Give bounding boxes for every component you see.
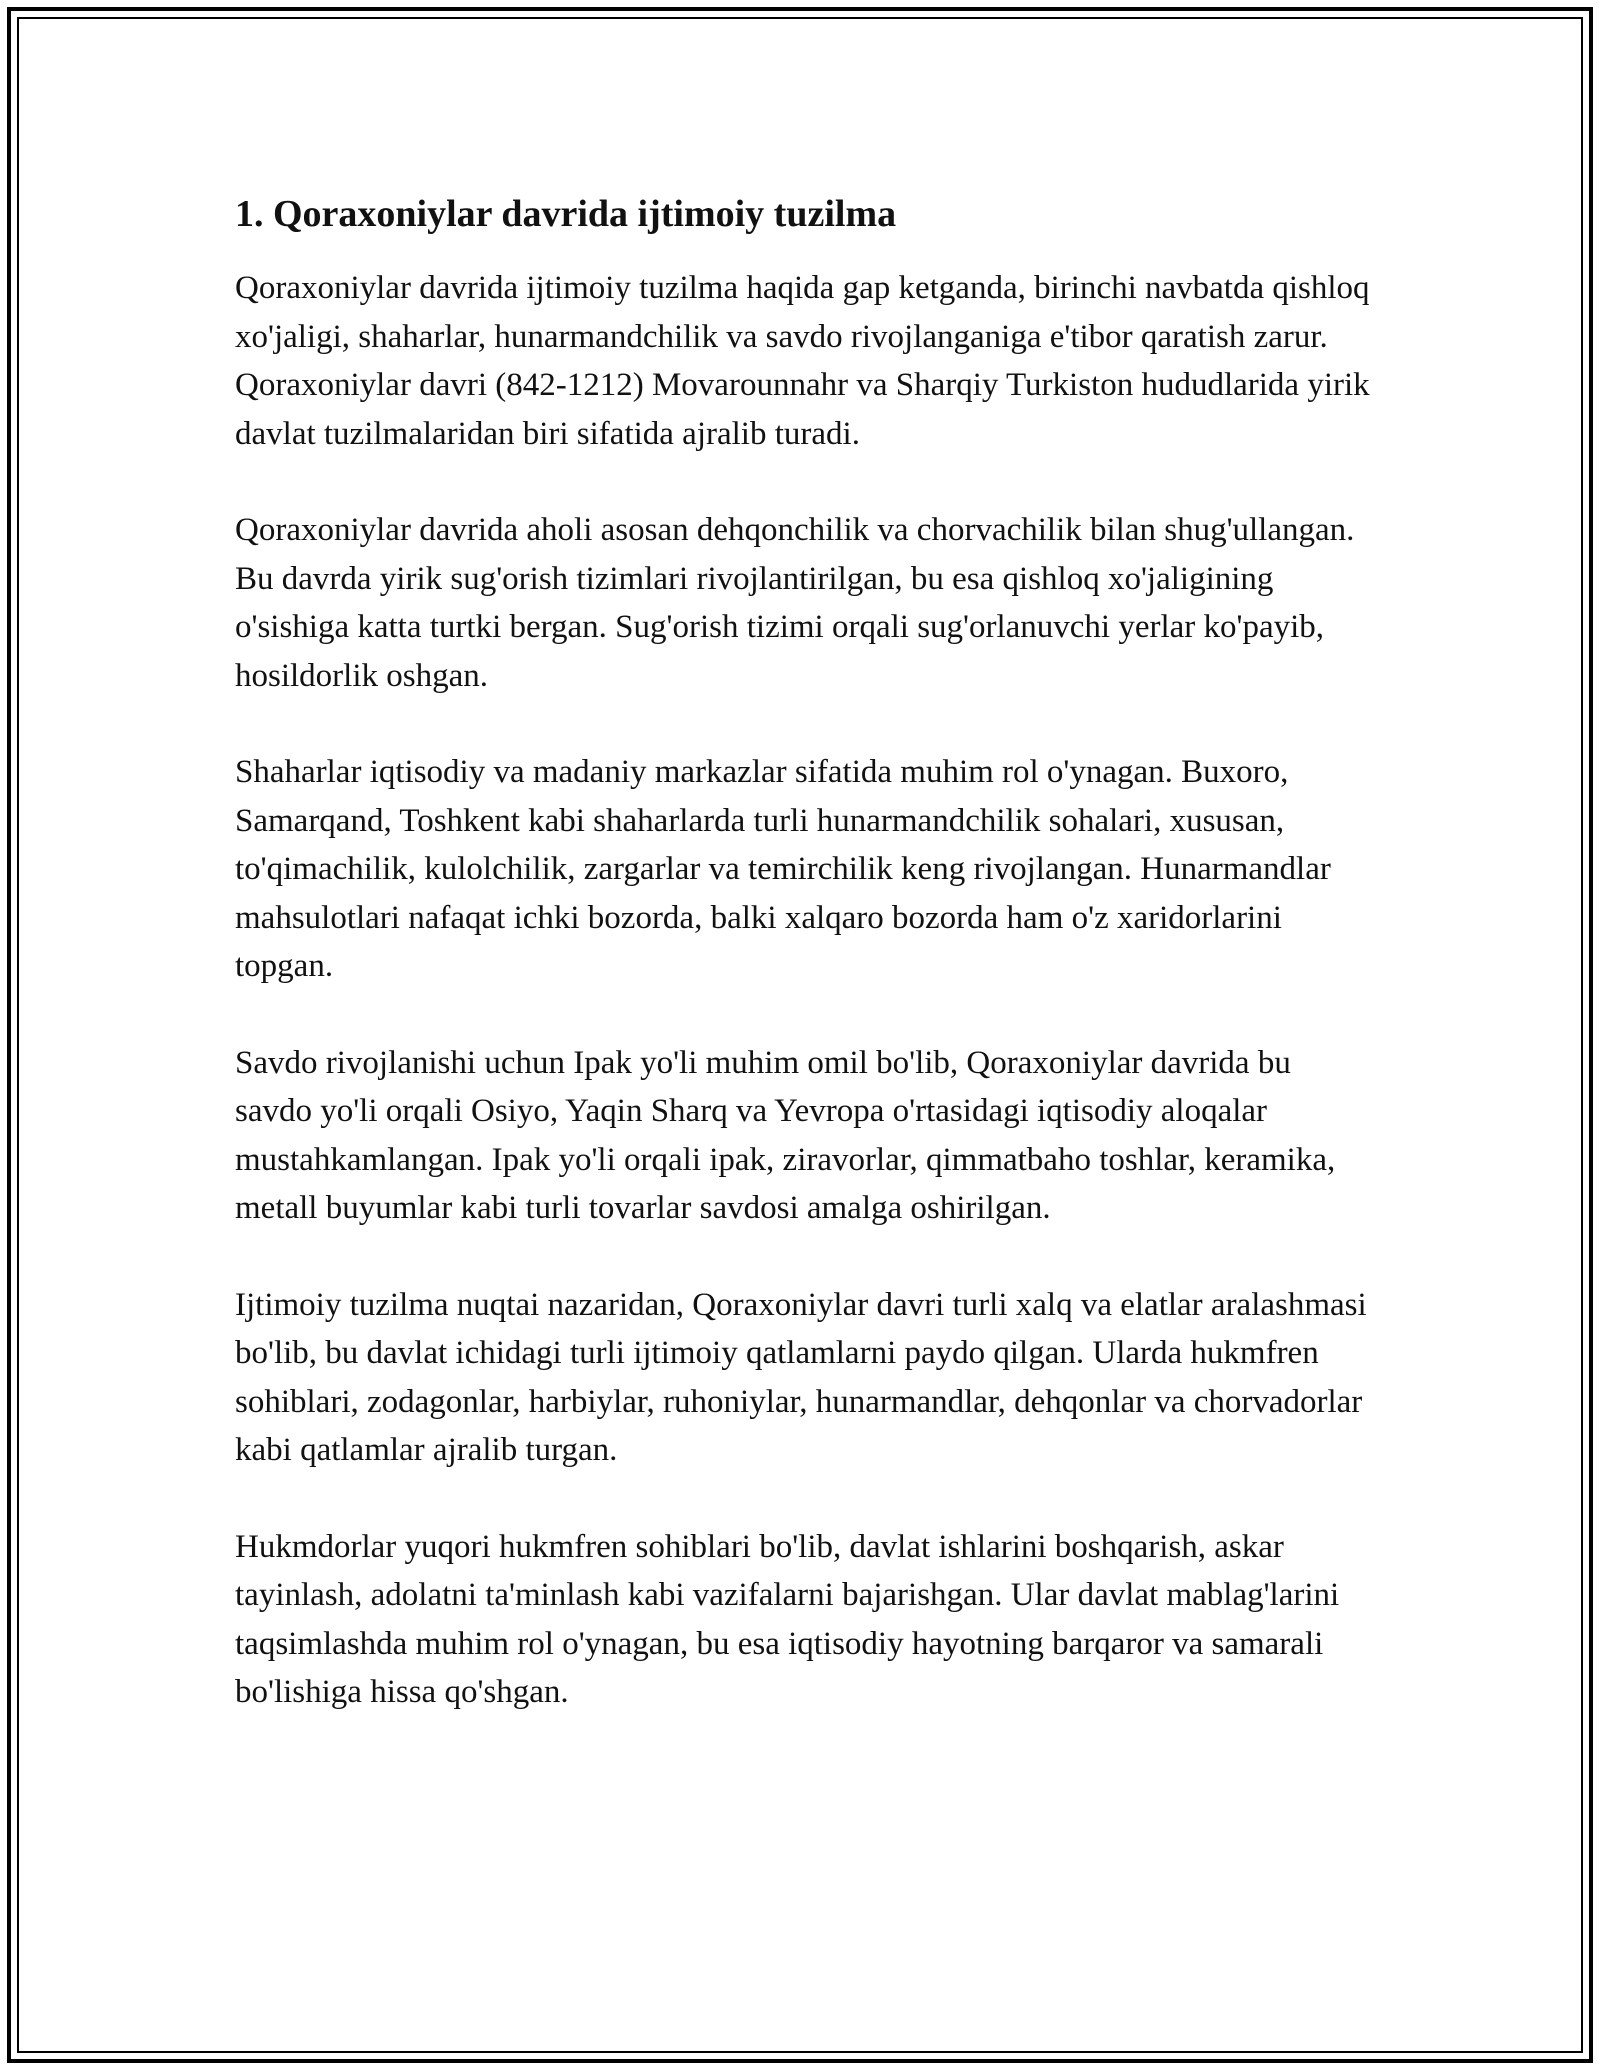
paragraph-rulers: Hukmdorlar yuqori hukmfren sohiblari bo'lib, davlat ishlarini boshqarish, askar tayinlash, adolatni ta'minlash kabi vazifalarni bajarishgan. Ular davlat mablag'larini taqsimlashda muhim rol o'ynagan, bu esa iqtisodiy hayotning barqaror va samarali bo'lishiga hissa qo'shgan. — [235, 1528, 1340, 1710]
paragraph-social-strata: Ijtimoiy tuzilma nuqtai nazaridan, Qoraxoniylar davri turli xalq va elatlar aralashmasi bo'lib, bu davlat ichidagi turli ijtimoiy qatlamlarni paydo qilgan. Ularda hukmfren sohiblari, zodagonlar, harbiylar, ruhoniylar, hunarmandlar, dehqonlar va chorvadorlar kabi qatlamlar ajralib turgan. — [235, 1286, 1367, 1468]
document-body — [235, 186, 1375, 1765]
paragraph-cities-crafts: Shaharlar iqtisodiy va madaniy markazlar sifatida muhim rol o'ynagan. Buxoro, Samarqand, Toshkent kabi shaharlarda turli hunarmandchilik sohalari, xususan, to'qimachilik, kulolchilik, zargarlar va temirchilik keng rivojlangan. Hunarmandlar mahsulotlari nafaqat ichki bozorda, balki xalqaro bozorda ham o'z xaridorlarini topgan. — [235, 754, 1331, 984]
paragraph-agriculture: Qoraxoniylar davrida aholi asosan dehqonchilik va chorvachilik bilan shug'ullangan. Bu davrda yirik sug'orish tizimlari rivojlantirilgan, bu esa qishloq xo'jaligining o'sishiga katta turtki bergan. Sug'orish tizimi orqali sug'orlanuvchi yerlar ko'payib, hosildorlik oshgan. — [235, 512, 1355, 694]
paragraph-silk-road-trade: Savdo rivojlanishi uchun Ipak yo'li muhim omil bo'lib, Qoraxoniylar davrida bu savdo yo'li orqali Osiyo, Yaqin Sharq va Yevropa o'rtasidagi iqtisodiy aloqalar mustahkamlangan. Ipak yo'li orqali ipak, ziravorlar, qimmatbaho toshlar, keramika, metall buyumlar kabi turli tovarlar savdosi amalga oshirilgan. — [235, 1044, 1336, 1226]
paragraph-intro: Qoraxoniylar davrida ijtimoiy tuzilma haqida gap ketganda, birinchi navbatda qishloq xo'jaligi, shaharlar, hunarmandchilik va savdo rivojlanganiga e'tibor qaratish zarur. Qoraxoniylar davri (842-1212) Movarounnahr va Sharqiy Turkiston hududlarida yirik davlat tuzilmalaridan biri sifatida ajralib turadi. — [235, 270, 1370, 452]
section-heading: 1. Qoraxoniylar davrida ijtimoiy tuzilma — [235, 193, 897, 235]
